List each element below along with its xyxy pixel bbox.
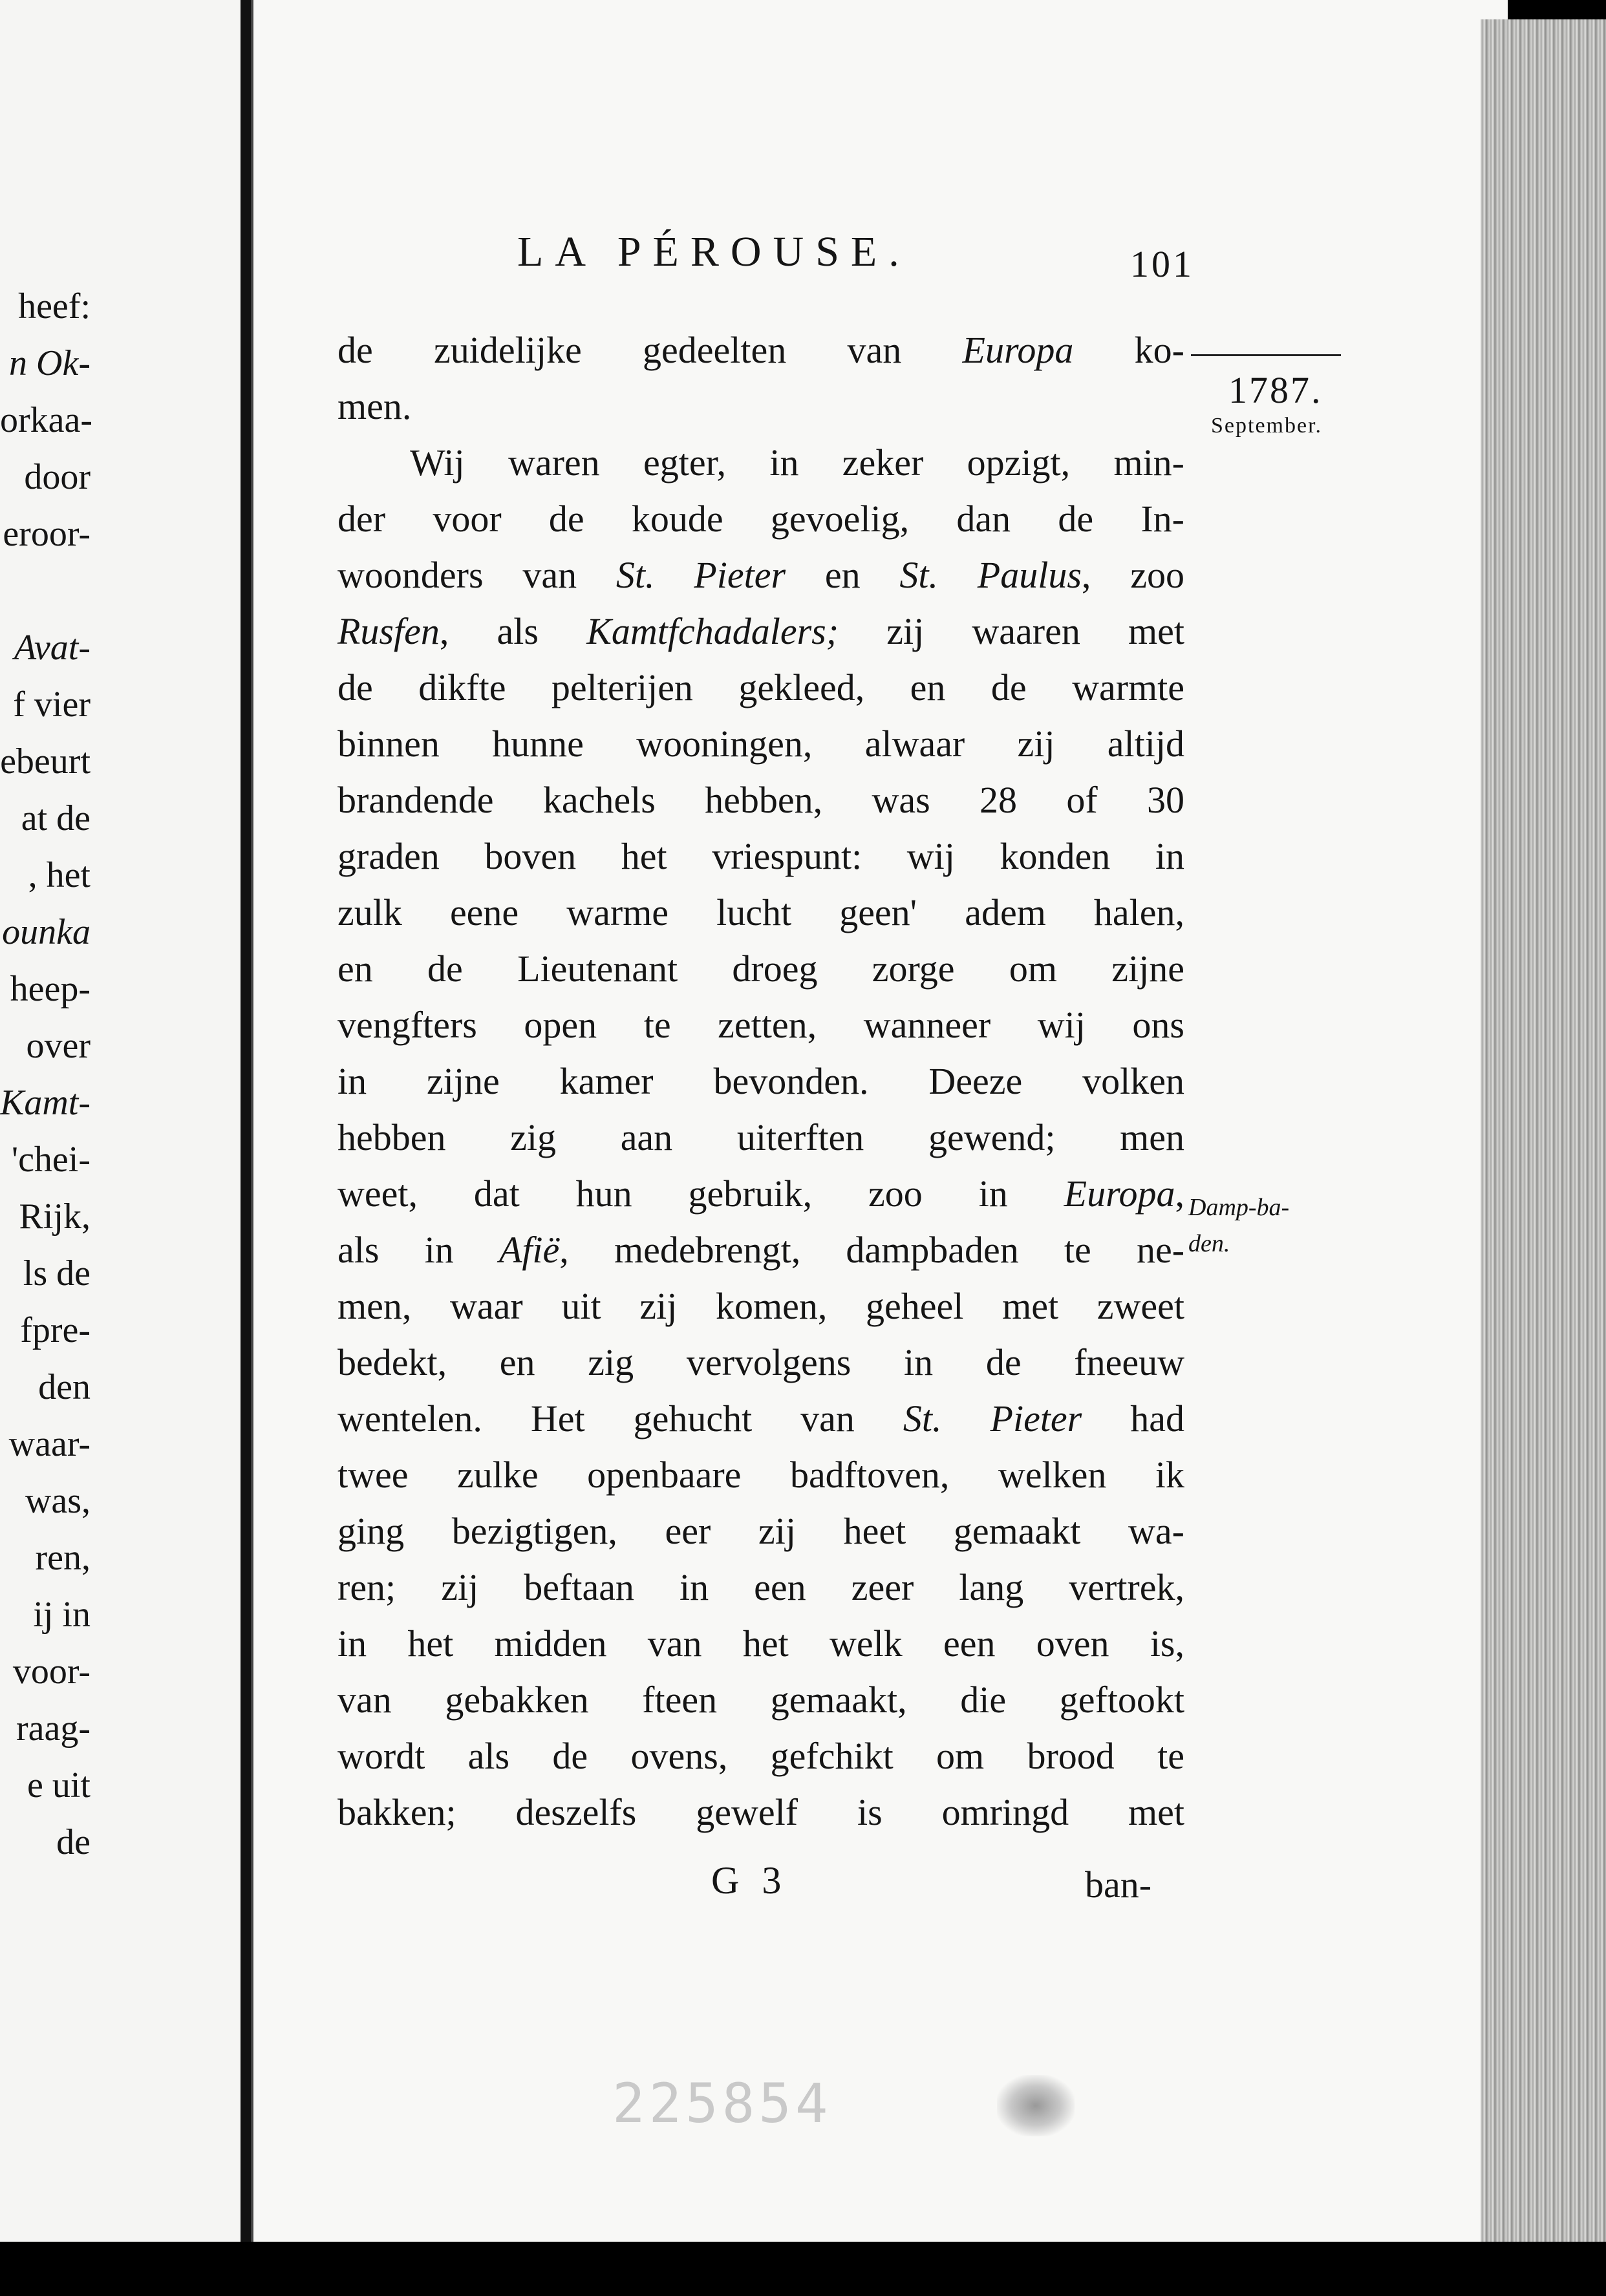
left-page-text-fragments bbox=[0, 278, 91, 1871]
text-run: Wij waren egter, in zeker opzigt, min- bbox=[410, 441, 1184, 484]
left-fragment-line: door bbox=[24, 457, 91, 497]
text-run: , bbox=[1175, 1173, 1184, 1215]
text-run: en de Lieutenant droeg zorge om zijne bbox=[337, 948, 1184, 990]
text-line bbox=[337, 547, 1184, 603]
text-line bbox=[337, 716, 1184, 772]
text-line bbox=[337, 997, 1184, 1053]
text-run: bedekt, en zig vervolgens in de fneeuw bbox=[337, 1341, 1184, 1383]
text-line bbox=[337, 378, 1184, 434]
left-fragment-line: voor- bbox=[12, 1652, 91, 1692]
left-fragment-line: over bbox=[26, 1026, 91, 1066]
left-fragment-line: Kamt- bbox=[0, 1083, 91, 1123]
text-line bbox=[337, 659, 1184, 716]
margin-month: September. bbox=[1211, 414, 1323, 438]
text-run: zulk eene warme lucht geen' adem halen, bbox=[337, 891, 1184, 933]
left-fragment-line: , het bbox=[28, 855, 91, 895]
italic-text: St. Pieter bbox=[616, 554, 786, 596]
text-run: twee zulke openbaare badftoven, welken ik bbox=[337, 1454, 1184, 1496]
text-run: , medebrengt, dampbaden te ne- bbox=[559, 1229, 1185, 1271]
left-fragment-line: ij in bbox=[33, 1595, 91, 1635]
library-stamp: 225854 bbox=[612, 2072, 832, 2135]
page-number: 101 bbox=[1130, 243, 1194, 285]
text-line bbox=[337, 1278, 1184, 1334]
left-page bbox=[0, 0, 241, 2243]
text-run: graden boven het vriespunt: wij konden in bbox=[337, 835, 1184, 877]
text-line bbox=[337, 1728, 1184, 1784]
margin-rule bbox=[1191, 354, 1341, 356]
text-line bbox=[337, 941, 1184, 997]
text-line bbox=[337, 1334, 1184, 1390]
text-line bbox=[337, 1390, 1184, 1447]
text-line bbox=[337, 1165, 1184, 1222]
text-run: brandende kachels hebben, was 28 of 30 bbox=[337, 779, 1184, 821]
text-run: van gebakken fteen gemaakt, die geftookt bbox=[337, 1679, 1184, 1721]
margin-note: Damp-ba-den. bbox=[1188, 1194, 1290, 1257]
text-line bbox=[337, 434, 1184, 491]
left-fragment-line: heep- bbox=[10, 969, 91, 1009]
text-run: men. bbox=[337, 385, 412, 427]
scan-border bbox=[0, 2242, 1606, 2296]
left-fragment-line: eroor- bbox=[3, 514, 91, 554]
text-run: woonders van bbox=[337, 554, 616, 596]
ink-smudge bbox=[997, 2075, 1075, 2136]
text-line bbox=[337, 1222, 1184, 1278]
italic-text: Kamtfchadalers; bbox=[586, 610, 839, 652]
text-run: wentelen. Het gehucht van bbox=[337, 1398, 903, 1440]
text-line bbox=[337, 1672, 1184, 1728]
left-fragment-line: Rijk, bbox=[19, 1196, 91, 1237]
text-run: binnen hunne wooningen, alwaar zij altijd bbox=[337, 723, 1184, 765]
text-line bbox=[337, 772, 1184, 828]
text-line bbox=[337, 1447, 1184, 1503]
left-fragment-line: n Ok- bbox=[9, 343, 91, 383]
text-line bbox=[337, 1503, 1184, 1559]
italic-text: Rusfen bbox=[337, 610, 440, 652]
text-line bbox=[337, 1784, 1184, 1840]
text-line bbox=[337, 828, 1184, 884]
text-line bbox=[337, 322, 1184, 378]
left-fragment-line: ls de bbox=[23, 1253, 91, 1293]
running-head: LA PÉROUSE. bbox=[517, 228, 911, 275]
text-run: hebben zig aan uiterften gewend; men bbox=[337, 1116, 1184, 1158]
text-line bbox=[337, 1559, 1184, 1615]
left-fragment-line: at de bbox=[21, 798, 91, 838]
text-run: in zijne kamer bevonden. Deeze volken bbox=[337, 1060, 1184, 1102]
left-fragment-line: den bbox=[38, 1367, 91, 1407]
left-fragment-line: ebeurt bbox=[0, 741, 91, 781]
text-run: in het midden van het welk een oven is, bbox=[337, 1622, 1184, 1664]
left-fragment-line: orkaa- bbox=[0, 400, 93, 440]
text-run: de zuidelijke gedeelten van bbox=[337, 329, 963, 371]
text-run: men, waar uit zij komen, geheel met zweet bbox=[337, 1285, 1184, 1327]
margin-year: 1787. bbox=[1228, 369, 1323, 411]
left-fragment-line: de bbox=[56, 1822, 91, 1862]
italic-text: St. Pieter bbox=[903, 1398, 1082, 1440]
text-run: bakken; deszelfs gewelf is omringd met bbox=[337, 1791, 1184, 1833]
text-run: ko- bbox=[1073, 329, 1184, 371]
page-edges bbox=[1481, 19, 1606, 2262]
text-line bbox=[337, 884, 1184, 941]
left-fragment-line: 'chei- bbox=[11, 1140, 91, 1180]
italic-text: St. Paulus bbox=[899, 554, 1082, 596]
text-run: wordt als de ovens, gefchikt om brood te bbox=[337, 1735, 1184, 1777]
text-run: der voor de koude gevoelig, dan de In- bbox=[337, 498, 1184, 540]
left-fragment-line: was, bbox=[25, 1481, 91, 1521]
left-fragment-line: e uit bbox=[27, 1765, 91, 1805]
left-fragment-line: waar- bbox=[8, 1424, 91, 1464]
body-text bbox=[337, 322, 1184, 1840]
left-fragment-line: ren, bbox=[35, 1538, 91, 1578]
left-fragment-line: f vier bbox=[13, 685, 91, 725]
text-run: de dikfte pelterijen gekleed, en de warmte bbox=[337, 666, 1184, 708]
catchword: ban- bbox=[1085, 1864, 1152, 1906]
text-run: en bbox=[786, 554, 900, 596]
text-run: ging bezigtigen, eer zij heet gemaakt wa- bbox=[337, 1510, 1184, 1552]
text-line bbox=[337, 491, 1184, 547]
text-run: vengfters open te zetten, wanneer wij ons bbox=[337, 1004, 1184, 1046]
left-fragment-line: Avat- bbox=[14, 628, 91, 668]
left-fragment-line bbox=[0, 562, 91, 619]
left-fragment-line: fpre- bbox=[20, 1310, 91, 1350]
text-run: als in bbox=[337, 1229, 499, 1271]
text-run: zij waaren met bbox=[839, 610, 1185, 652]
left-fragment-line: ounka bbox=[2, 912, 91, 952]
text-line bbox=[337, 603, 1184, 659]
text-run: had bbox=[1082, 1398, 1184, 1440]
text-line bbox=[337, 1109, 1184, 1165]
signature-mark: G 3 bbox=[711, 1859, 788, 1902]
left-fragment-line: raag- bbox=[16, 1708, 91, 1749]
text-run: weet, dat hun gebruik, zoo in bbox=[337, 1173, 1064, 1215]
book-gutter bbox=[241, 0, 251, 2296]
italic-text: Afië bbox=[498, 1229, 560, 1271]
left-fragment-line: heef: bbox=[18, 286, 91, 326]
italic-text: Europa bbox=[962, 329, 1074, 371]
text-run: , zoo bbox=[1081, 554, 1184, 596]
text-run: ren; zij beftaan in een zeer lang vertrek, bbox=[337, 1566, 1184, 1608]
text-line bbox=[337, 1053, 1184, 1109]
text-line bbox=[337, 1615, 1184, 1672]
text-run: , als bbox=[439, 610, 587, 652]
italic-text: Europa bbox=[1064, 1173, 1175, 1215]
